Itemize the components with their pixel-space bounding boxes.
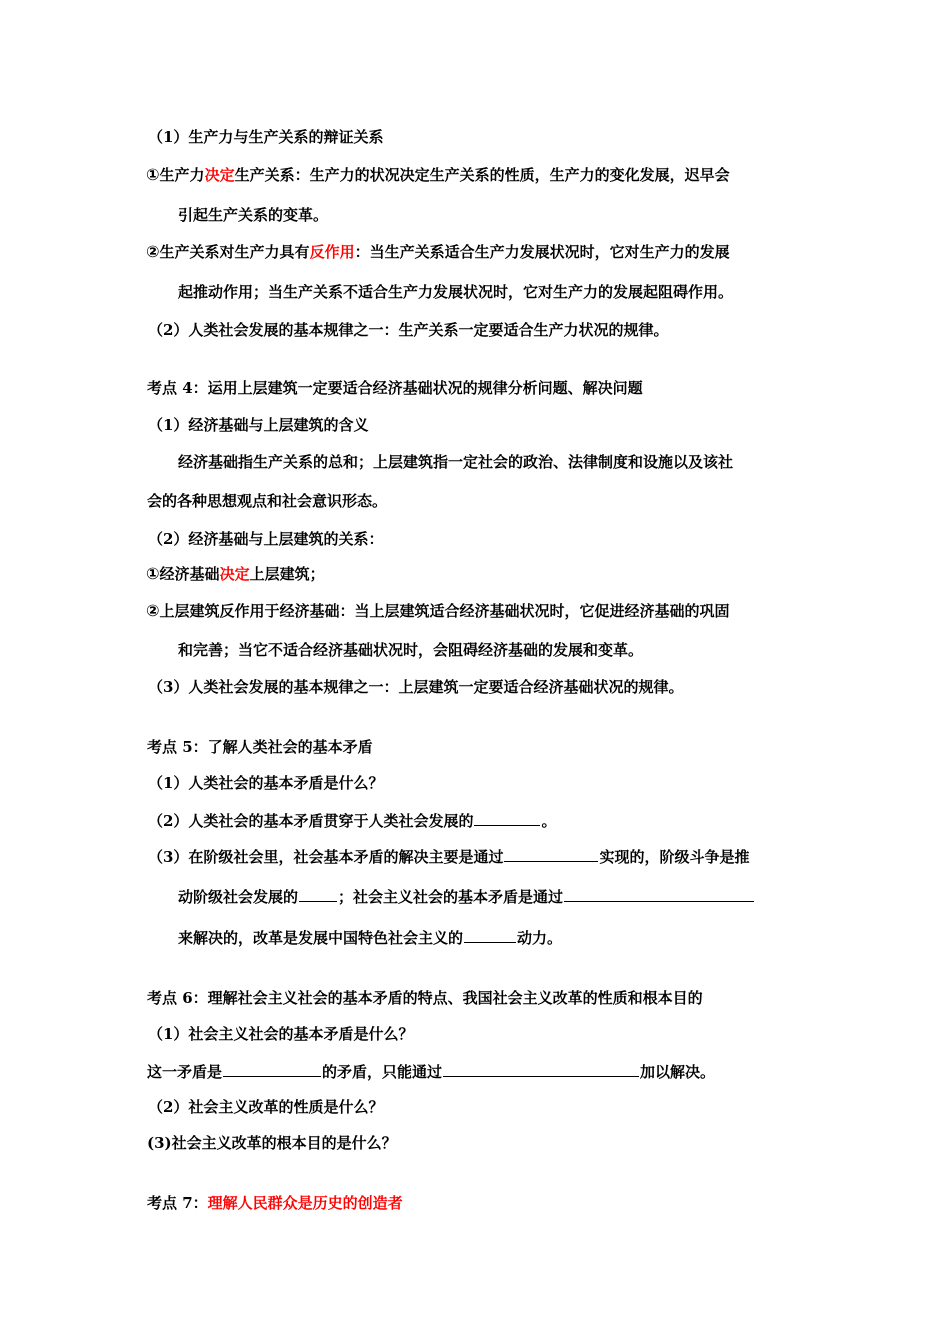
text: ；社会主义社会的基本矛盾是通过 xyxy=(338,888,564,906)
section-title-k4: 考点 4：运用上层建筑一定要适合经济基础状况的规律分析问题、解决问题 xyxy=(147,379,643,397)
k6-question-1: （1）社会主义社会的基本矛盾是什么？ xyxy=(148,1025,414,1043)
answer-blank[interactable] xyxy=(443,1061,639,1077)
k5-question-3-cont xyxy=(178,886,755,906)
text: 动力。 xyxy=(517,929,563,947)
k4-item-3: （3）人类社会发展的基本规律之一：上层建筑一定要适合经济基础状况的规律。 xyxy=(148,678,684,696)
text: 。 xyxy=(541,812,557,830)
answer-blank[interactable] xyxy=(564,886,754,902)
k4-point-2-cont: 和完善；当它不适合经济基础状况时，会阻碍经济基础的发展和变革。 xyxy=(178,641,644,659)
text: 的矛盾，只能通过 xyxy=(322,1063,443,1081)
k4-point-2 xyxy=(146,601,730,621)
text: 生产关系对生产力具有 xyxy=(159,243,310,261)
k4-point-1 xyxy=(146,564,325,584)
k6-fill-line xyxy=(147,1061,715,1081)
section-title-k6: 考点 6：理解社会主义社会的基本矛盾的特点、我国社会主义改革的性质和根本目的 xyxy=(147,989,703,1007)
highlight-decide: 决定 xyxy=(204,166,235,184)
section-title-k7 xyxy=(147,1193,403,1213)
k4-definition-cont: 会的各种思想观点和社会意识形态。 xyxy=(147,492,388,510)
circled-number-1: ① xyxy=(146,564,160,583)
text: ：当生产关系适合生产力发展状况时，它对生产力的发展 xyxy=(354,243,730,261)
circled-number-2: ② xyxy=(146,242,160,261)
k4-item-2: （2）经济基础与上层建筑的关系： xyxy=(148,530,384,548)
section-title-k5: 考点 5：了解人类社会的基本矛盾 xyxy=(147,738,373,756)
highlight-title: 理解人民群众是历史的创造者 xyxy=(207,1194,403,1212)
answer-blank[interactable] xyxy=(299,886,337,902)
point-productivity-decides-cont: 引起生产关系的变革。 xyxy=(178,206,329,224)
point-productivity-decides xyxy=(146,165,730,185)
text: 动阶级社会发展的 xyxy=(178,888,299,906)
answer-blank[interactable] xyxy=(504,846,598,862)
text: （2）人类社会的基本矛盾贯穿于人类社会发展的 xyxy=(148,812,474,830)
text: 来解决的，改革是发展中国特色社会主义的 xyxy=(178,929,464,947)
highlight-decide: 决定 xyxy=(219,565,250,583)
law-one: （2）人类社会发展的基本规律之一：生产关系一定要适合生产力状况的规律。 xyxy=(148,321,669,339)
answer-blank[interactable] xyxy=(464,927,516,943)
text: 这一矛盾是 xyxy=(147,1063,223,1081)
text: 实现的，阶级斗争是推 xyxy=(599,848,750,866)
k4-item-1: （1）经济基础与上层建筑的含义 xyxy=(148,416,369,434)
k5-question-3 xyxy=(148,846,749,866)
k5-question-3-cont2 xyxy=(178,927,562,947)
text: 经济基础 xyxy=(159,565,220,583)
answer-blank[interactable] xyxy=(474,810,540,826)
point-relations-react-cont: 起推动作用；当生产关系不适合生产力发展状况时，它对生产力的发展起阻碍作用。 xyxy=(178,283,734,301)
text: 考点 7： xyxy=(147,1194,208,1212)
text: 生产力 xyxy=(159,166,205,184)
point-relations-react xyxy=(146,242,730,262)
k4-definition: 经济基础指生产关系的总和；上层建筑指一定社会的政治、法律制度和设施以及该社 xyxy=(178,453,734,471)
heading-productivity-relation: （1）生产力与生产关系的辩证关系 xyxy=(148,128,384,146)
answer-blank[interactable] xyxy=(223,1061,321,1077)
text: 加以解决。 xyxy=(640,1063,716,1081)
text: 上层建筑反作用于经济基础：当上层建筑适合经济基础状况时，它促进经济基础的巩固 xyxy=(159,602,730,620)
circled-number-2: ② xyxy=(146,601,160,620)
circled-number-1: ① xyxy=(146,165,160,184)
text: （3）在阶级社会里，社会基本矛盾的解决主要是通过 xyxy=(148,848,504,866)
text: 上层建筑； xyxy=(249,565,325,583)
k5-question-2 xyxy=(148,810,556,830)
k6-question-3: (3)社会主义改革的根本目的是什么？ xyxy=(147,1134,397,1152)
text: 生产关系：生产力的状况决定生产关系的性质，生产力的变化发展，迟早会 xyxy=(234,166,730,184)
highlight-reaction: 反作用 xyxy=(309,243,355,261)
k6-question-2: （2）社会主义改革的性质是什么？ xyxy=(148,1098,384,1116)
k5-question-1: （1）人类社会的基本矛盾是什么？ xyxy=(148,774,384,792)
